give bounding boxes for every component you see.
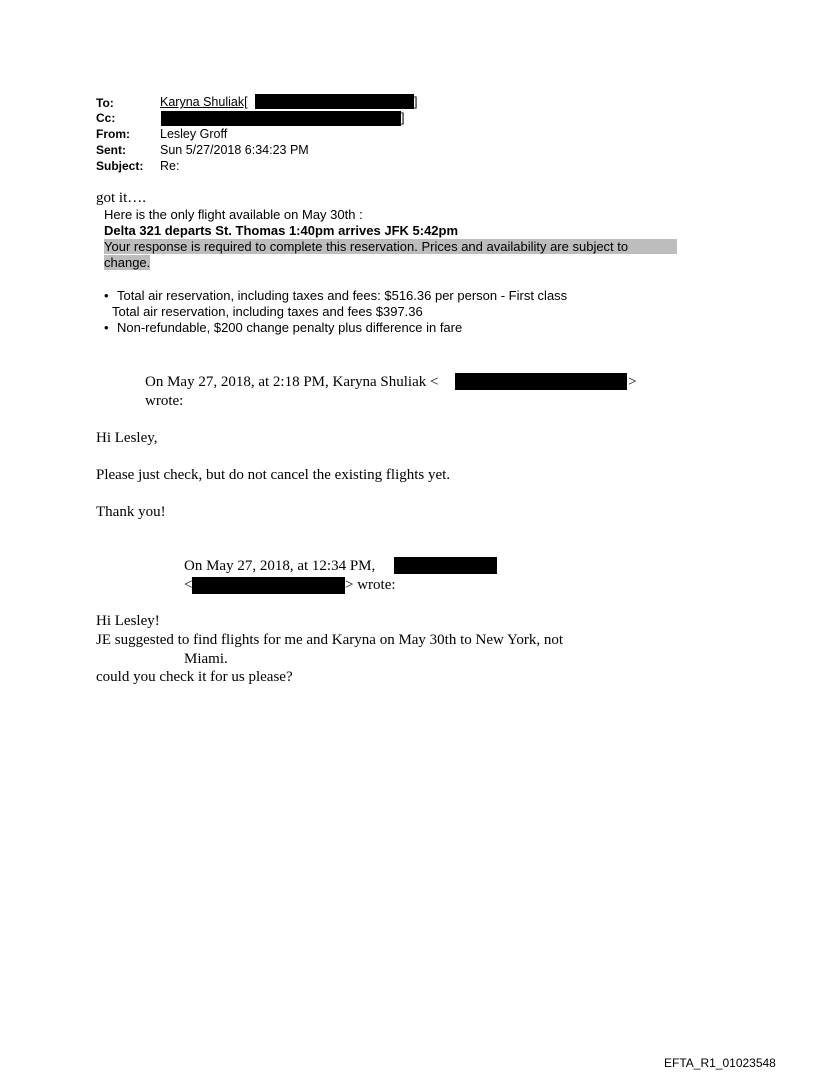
redaction-box: [455, 373, 627, 390]
quote2-body-line-1: JE suggested to find flights for me and Karyna on May 30th to New York, not: [96, 632, 564, 648]
cc-close: ]: [401, 111, 405, 125]
to-value[interactable]: Karyna Shuliak[: [160, 95, 248, 109]
subject-label: Subject:: [96, 159, 144, 173]
redaction-box: [394, 557, 497, 574]
redaction-box: [255, 94, 414, 109]
bullet-glyph: •: [104, 320, 109, 335]
sent-value: Sun 5/27/2018 6:34:23 PM: [160, 143, 309, 157]
from-label: From:: [96, 127, 130, 141]
quote2-body-line-3: could you check it for us please?: [96, 669, 293, 685]
subject-value: Re:: [160, 159, 180, 173]
notice-line-1: Your response is required to complete this reservation. Prices and availability are subject to: [104, 239, 677, 254]
quote2-wrote: > wrote:: [345, 577, 396, 593]
reply-intro: Here is the only flight available on May 30th :: [104, 207, 363, 222]
redaction-box: [161, 111, 401, 126]
quote2-attribution: On May 27, 2018, at 12:34 PM,: [184, 558, 376, 574]
quote1-attribution: On May 27, 2018, at 2:18 PM, Karyna Shuliak <: [145, 374, 439, 390]
quote2-body-line-2: Miami.: [184, 651, 228, 667]
quote1-greeting: Hi Lesley,: [96, 430, 158, 446]
to-close: ]: [414, 95, 418, 109]
quote1-body: Please just check, but do not cancel the existing flights yet.: [96, 467, 451, 483]
flight-details: Delta 321 departs St. Thomas 1:40pm arrives JFK 5:42pm: [104, 223, 459, 238]
document-id: EFTA_R1_01023548: [664, 1056, 776, 1070]
bullet-1-sub: Total air reservation, including taxes and fees $397.36: [112, 304, 423, 319]
quote1-closing: Thank you!: [96, 504, 166, 520]
bullet-1: Total air reservation, including taxes and fees: $516.36 per person - First class: [117, 288, 568, 303]
quote2-attribution-open: <: [184, 577, 193, 593]
redaction-box: [192, 577, 345, 594]
reply-greeting: got it….: [96, 190, 147, 206]
from-value: Lesley Groff: [160, 127, 228, 141]
sent-label: Sent:: [96, 143, 126, 157]
bullet-2: Non-refundable, $200 change penalty plus difference in fare: [117, 320, 463, 335]
quote1-attribution-close: >: [628, 374, 637, 390]
bullet-glyph: •: [104, 288, 109, 303]
quote1-wrote: wrote:: [145, 393, 184, 409]
to-label: To:: [96, 96, 114, 110]
quote2-greeting: Hi Lesley!: [96, 613, 160, 629]
cc-label: Cc:: [96, 111, 116, 125]
notice-line-2: change.: [104, 255, 151, 270]
